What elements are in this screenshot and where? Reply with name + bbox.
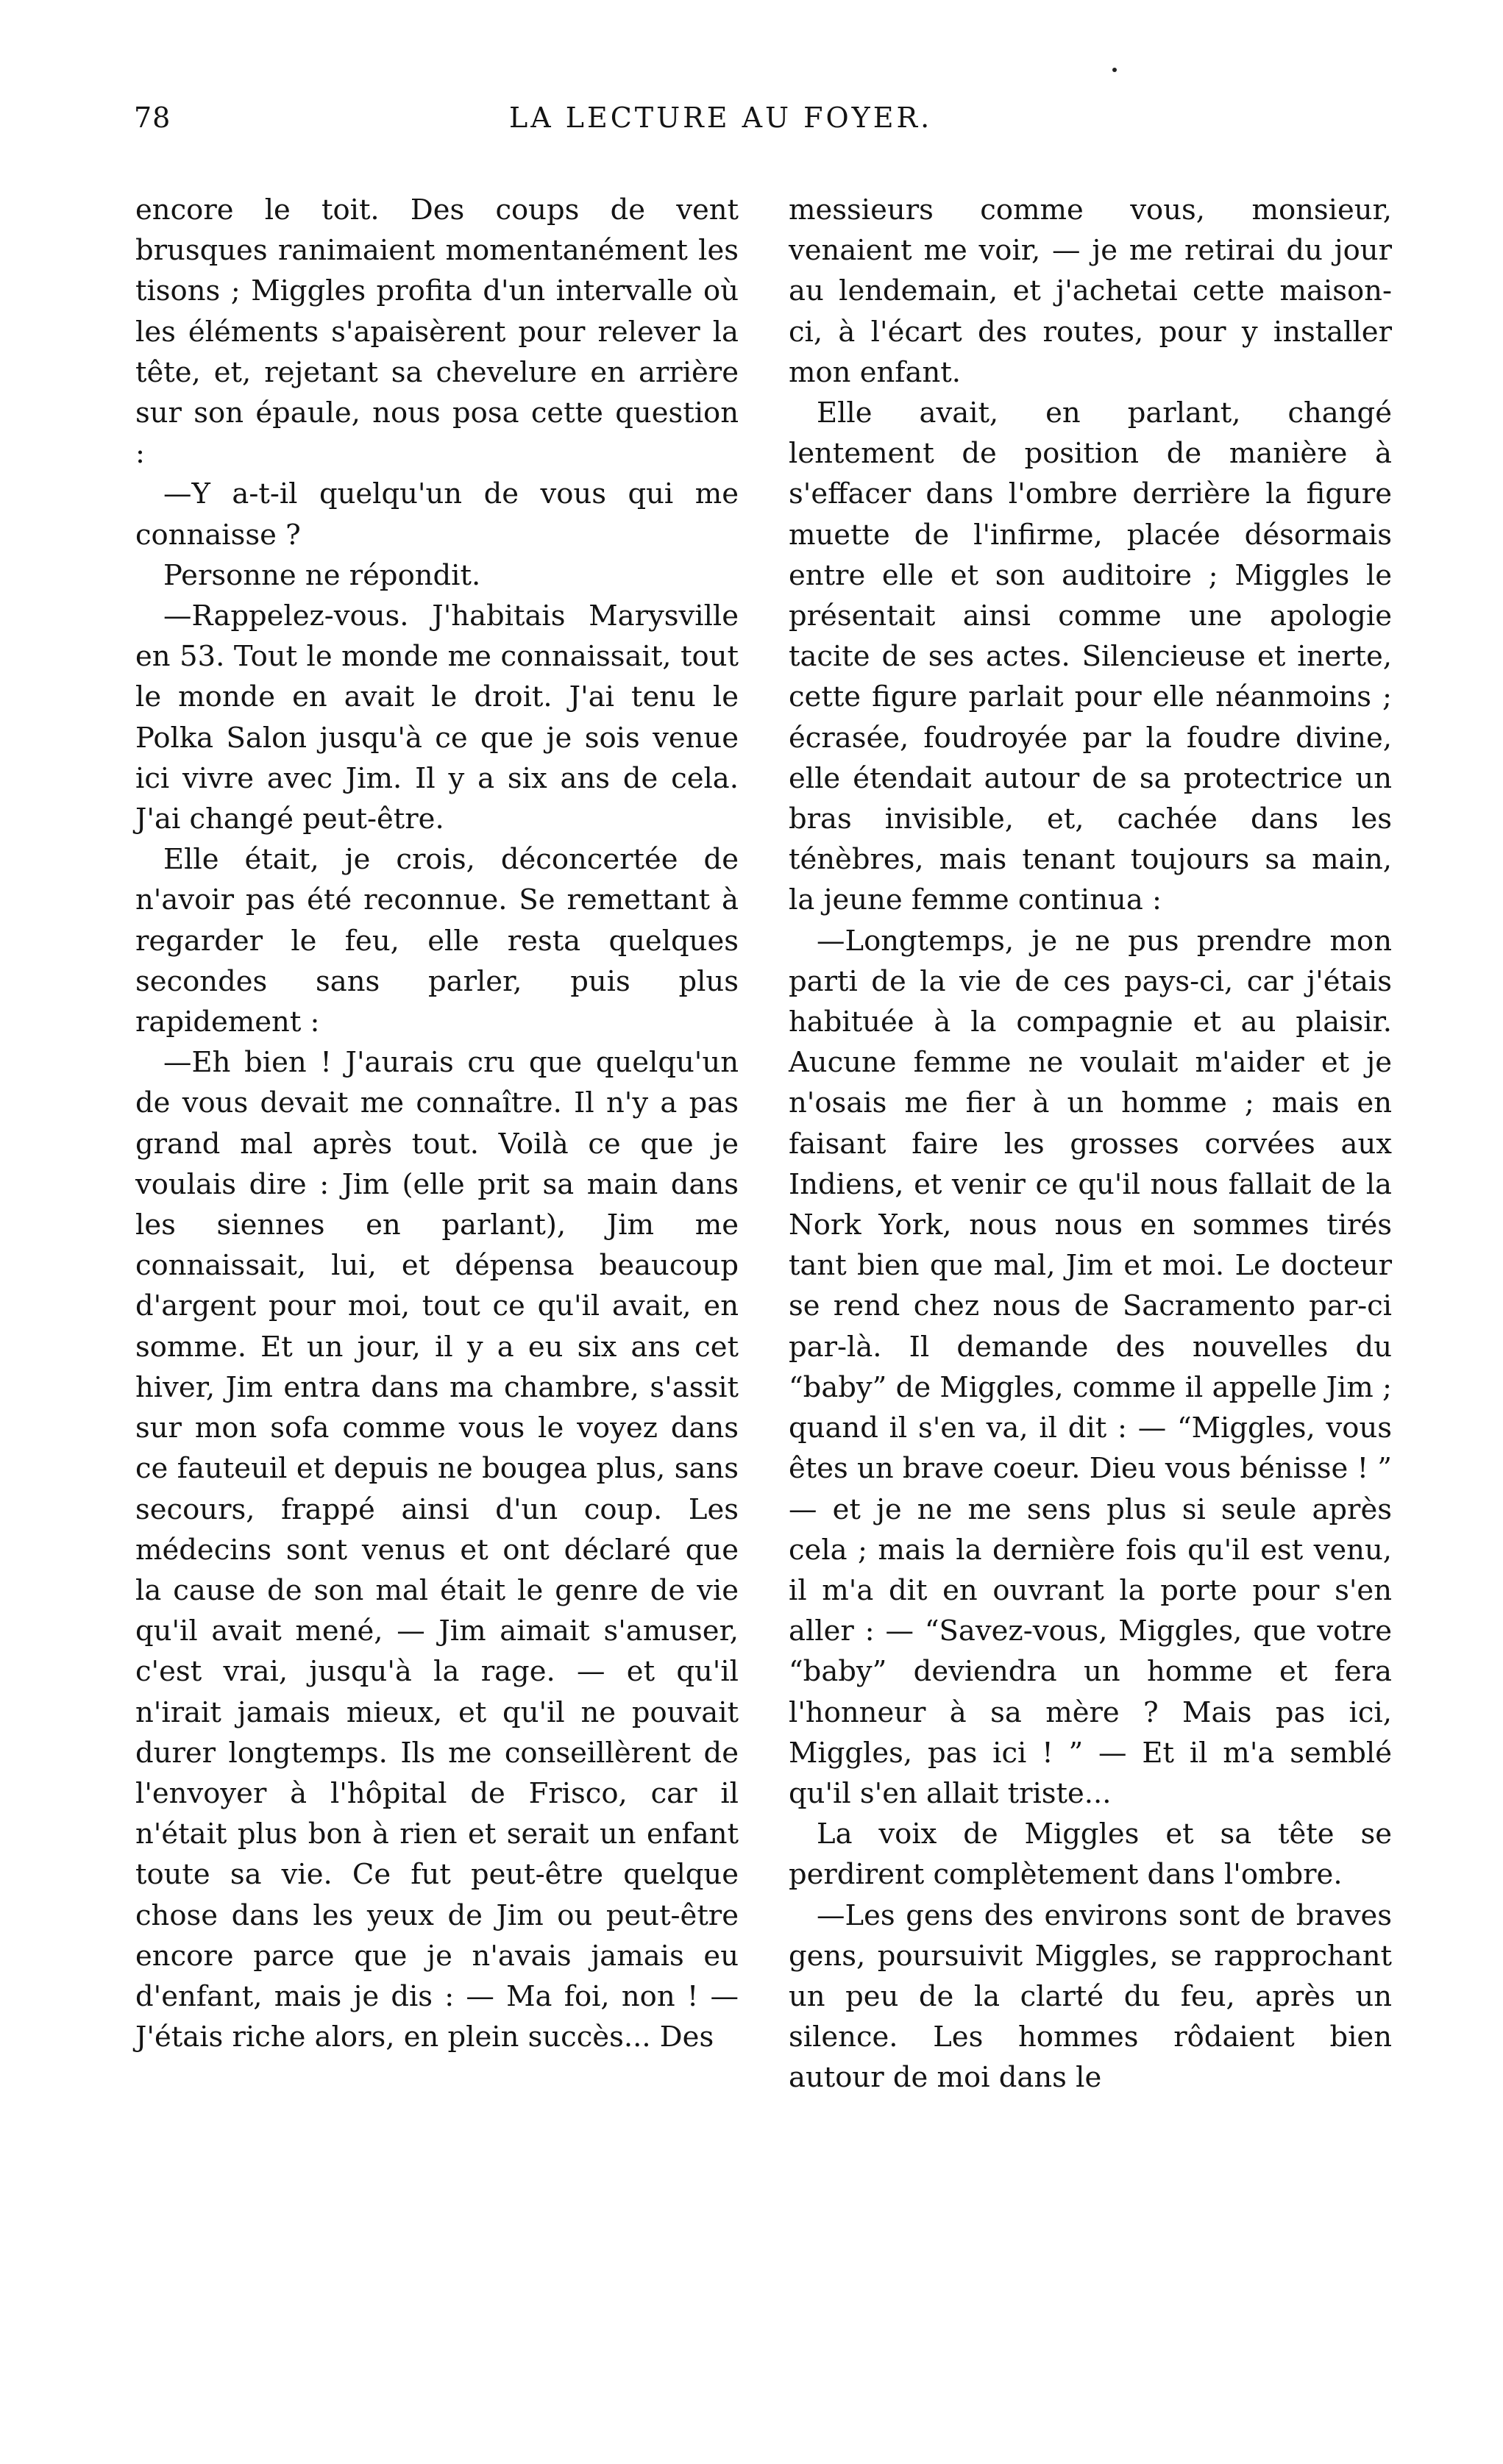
paragraph: Personne ne répondit.	[163, 558, 481, 592]
paragraph: —Y a-t-il quelqu'un de vous qui me connaisse ?	[135, 477, 739, 552]
paragraph: La voix de Miggles et sa tête se perdirent complètement dans l'ombre.	[789, 1817, 1392, 1892]
right-column	[789, 190, 1392, 2098]
running-title: LA LECTURE AU FOYER.	[509, 102, 933, 134]
page-number: 78	[134, 102, 171, 134]
print-speck	[1112, 68, 1117, 72]
paragraph: Elle avait, en parlant, changé lentement de position de manière à s'effacer dans l'ombre derrière la figure muette de l'infirme, placée désormais entre elle et son auditoire ; Miggles le présentait ainsi comme une apologie tacite de ses actes. Silencieuse et inerte, cette figure parlait pour elle néanmoins ; écrasée, foudroyée par la foudre divine, elle étendait autour de sa protectrice un bras invisible, et, cachée dans les ténèbres, mais tenant toujours sa main, la jeune femme continua :	[789, 396, 1392, 917]
paragraph: Elle était, je crois, déconcertée de n'avoir pas été reconnue. Se remettant à regarder le feu, elle resta quelques secondes sans parler, puis plus rapidement :	[135, 843, 739, 1039]
paragraph: —Rappelez-vous. J'habitais Marysville en 53. Tout le monde me connaissait, tout le monde en avait le droit. J'ai tenu le Polka Salon jusqu'à ce que je sois venue ici vivre avec Jim. Il y a six ans de cela. J'ai changé peut-être.	[135, 599, 739, 836]
page-header	[134, 102, 1017, 146]
paragraph: encore le toit. Des coups de vent brusques ranimaient momentanément les tisons ; Miggles profita d'un intervalle où les éléments s'apaisèrent pour relever la tête, et, rejetant sa chevelure en arrière sur son épaule, nous posa cette question :	[135, 193, 739, 471]
paragraph: —Eh bien ! J'aurais cru que quelqu'un de vous devait me connaître. Il n'y a pas grand mal après tout. Voilà ce que je voulais dire : Jim (elle prit sa main dans les siennes en parlant), Jim me connaissait, lui, et dépensa beaucoup d'argent pour moi, tout ce qu'il avait, en somme. Et un jour, il y a eu six ans cet hiver, Jim entra dans ma chambre, s'assit sur mon sofa comme vous le voyez dans ce fauteuil et depuis ne bougea plus, sans secours, frappé ainsi d'un coup. Les médecins sont venus et ont déclaré que la cause de son mal était le genre de vie qu'il avait mené, — Jim aimait s'amuser, c'est vrai, jusqu'à la rage. — et qu'il n'irait jamais mieux, et qu'il ne pouvait durer longtemps. Ils me conseillèrent de l'envoyer à l'hôpital de Frisco, car il n'était plus bon à rien et serait un enfant toute sa vie. Ce fut peut-être quelque chose dans les yeux de Jim ou peut-être encore parce que je n'avais jamais eu d'enfant, mais je dis : — Ma foi, non ! — J'étais riche alors, en plein succès... Des	[135, 1046, 739, 2054]
left-column	[135, 190, 739, 2057]
paragraph: —Les gens des environs sont de braves gens, poursuivit Miggles, se rapprochant un peu de la clarté du feu, après un silence. Les hommes rôdaient bien autour de moi dans le	[789, 1898, 1392, 2095]
paragraph: —Longtemps, je ne pus prendre mon parti de la vie de ces pays-ci, car j'étais habituée à la compagnie et au plaisir. Aucune femme ne voulait m'aider et je n'osais me fier à un homme ; mais en faisant faire les grosses corvées aux Indiens, et venir ce qu'il nous fallait de la Nork York, nous nous en sommes tirés tant bien que mal, Jim et moi. Le docteur se rend chez nous de Sacramento par-ci par-là. Il demande des nouvelles du “baby” de Miggles, comme il appelle Jim ; quand il s'en va, il dit : — “Miggles, vous êtes un brave coeur. Dieu vous bénisse ! ” — et je ne me sens plus si seule après cela ; mais la dernière fois qu'il est venu, il m'a dit en ouvrant la porte pour s'en aller : — “Savez-vous, Miggles, que votre “baby” deviendra un homme et fera l'honneur à sa mère ? Mais pas ici, Miggles, pas ici ! ” — Et il m'a semblé qu'il s'en allait triste...	[789, 924, 1392, 1810]
paragraph: messieurs comme vous, monsieur, venaient me voir, — je me retirai du jour au lendemain, et j'achetai cette maison-ci, à l'écart des routes, pour y installer mon enfant.	[789, 193, 1392, 389]
